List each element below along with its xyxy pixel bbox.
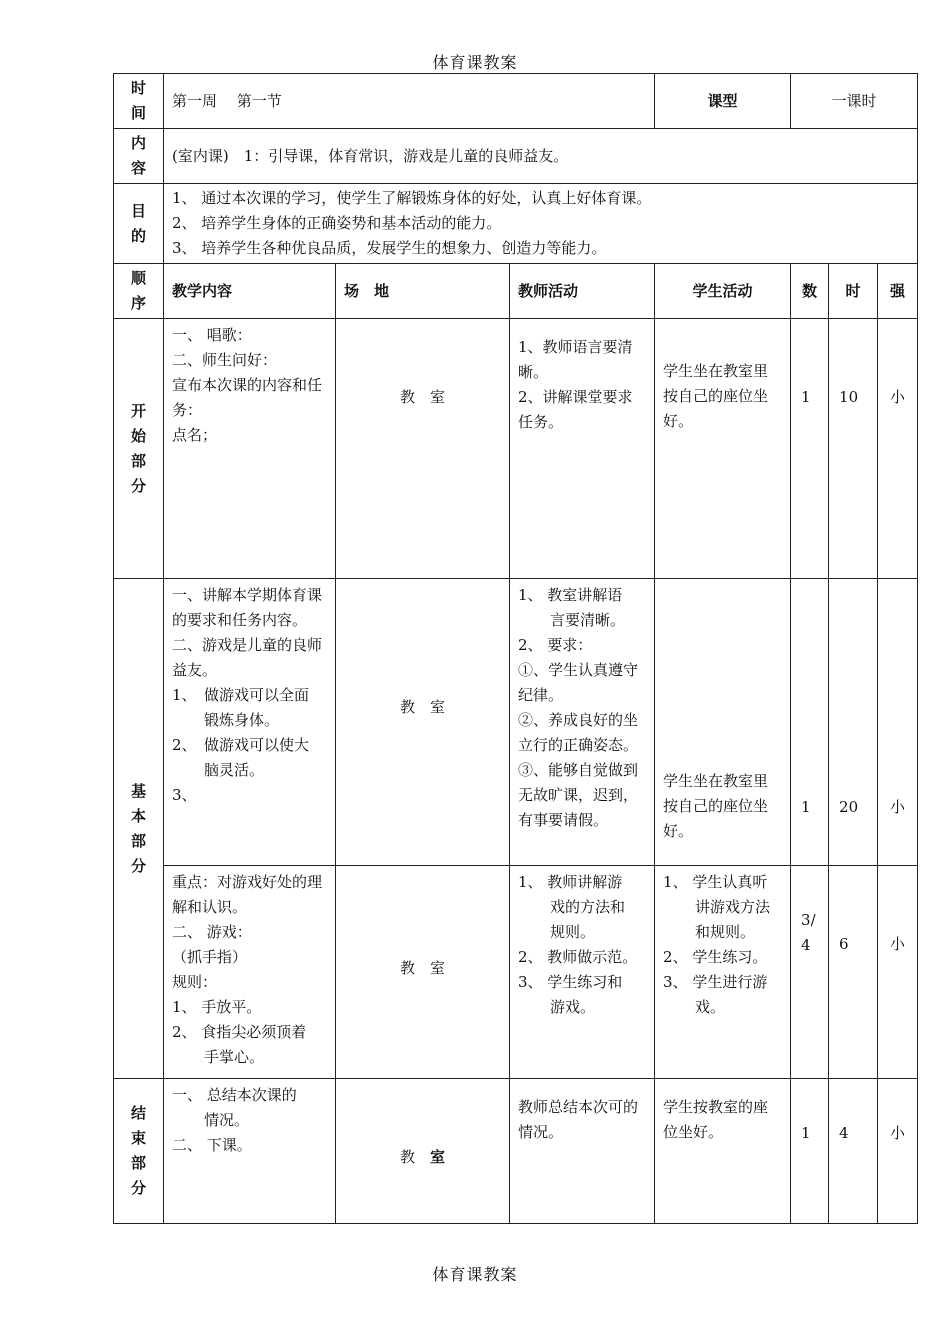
content-row — [114, 129, 918, 184]
time-label: 时间 — [114, 74, 164, 129]
basic-student-2: 1、 学生认真听 讲游戏方法 和规则。 2、 学生练习。 3、 学生进行游 戏。 — [655, 866, 791, 1079]
basic-place-1: 教 室 — [336, 579, 510, 866]
start-place: 教 室 — [336, 319, 510, 579]
col-teacher: 教师活动 — [510, 264, 655, 319]
goal-row — [114, 184, 918, 264]
basic-section-row-1 — [114, 579, 918, 866]
start-count: 1 — [791, 319, 829, 579]
goal-label: 目的 — [114, 184, 164, 264]
goal-item: 1、 通过本次课的学习，使学生了解锻炼身体的好处，认真上好体育课。 — [172, 189, 652, 207]
end-section-label: 结束部分 — [114, 1079, 164, 1224]
end-intensity: 小 — [878, 1079, 918, 1224]
col-student: 学生活动 — [655, 264, 791, 319]
basic-time-2: 6 — [829, 866, 878, 1079]
lesson-plan-table — [113, 73, 918, 1224]
basic-section-row-2 — [114, 866, 918, 1079]
basic-student-1: 学生坐在教室里按自己的座位坐好。 — [655, 579, 791, 866]
page-footer: 体育课教案 — [432, 1265, 518, 1284]
start-student: 学生坐在教室里按自己的座位坐好。 — [655, 319, 791, 579]
col-content: 教学内容 — [164, 264, 336, 319]
goal-item: 3、 培养学生各种优良品质，发展学生的想象力、创造力等能力。 — [172, 239, 607, 257]
col-count: 数 — [791, 264, 829, 319]
end-count: 1 — [791, 1079, 829, 1224]
time-value: 第一周 第一节 — [164, 74, 655, 129]
basic-teacher-2: 1、 教师讲解游 戏的方法和 规则。 2、 教师做示范。 3、 学生练习和 游戏。 — [510, 866, 655, 1079]
goal-list — [164, 184, 918, 264]
basic-content-1: 一、讲解本学期体育课的要求和任务内容。 二、游戏是儿童的良师益友。 1、 做游戏可以全面 锻炼身体。 2、 做游戏可以使大 脑灵活。 3、 — [164, 579, 336, 866]
basic-count-2: 3/4 — [791, 866, 829, 1079]
basic-count-1: 1 — [791, 579, 829, 866]
col-place: 场 地 — [336, 264, 510, 319]
start-content: 一、 唱歌： 二、师生问好： 宣布本次课的内容和任务： 点名； — [164, 319, 336, 579]
basic-content-2: 重点：对游戏好处的理解和认识。 二、 游戏： （抓手指） 规则： 1、 手放平。 2、 食指尖必须顶着 手掌心。 — [164, 866, 336, 1079]
content-value: (室内课) 1：引导课，体育常识，游戏是儿童的良师益友。 — [164, 129, 918, 184]
basic-intensity-1: 小 — [878, 579, 918, 866]
end-place: 教 室 — [336, 1079, 510, 1224]
basic-time-1: 20 — [829, 579, 878, 866]
start-section-label: 开始部分 — [114, 319, 164, 579]
col-intensity: 强 — [878, 264, 918, 319]
basic-section-label: 基本部分 — [114, 579, 164, 1079]
start-teacher: 1、教师语言要清晰。 2、讲解课堂要求任务。 — [510, 319, 655, 579]
type-value: 一课时 — [791, 74, 918, 129]
end-section-row — [114, 1079, 918, 1224]
page-title: 体育课教案 — [432, 53, 518, 72]
column-header-row — [114, 264, 918, 319]
start-intensity: 小 — [878, 319, 918, 579]
start-time: 10 — [829, 319, 878, 579]
goal-item: 2、 培养学生身体的正确姿势和基本活动的能力。 — [172, 214, 502, 232]
end-content: 一、 总结本次课的 情况。 二、 下课。 — [164, 1079, 336, 1224]
col-time: 时 — [829, 264, 878, 319]
time-row — [114, 74, 918, 129]
end-teacher: 教师总结本次可的情况。 — [510, 1079, 655, 1224]
type-label: 课型 — [655, 74, 791, 129]
end-student: 学生按教室的座位坐好。 — [655, 1079, 791, 1224]
content-label: 内容 — [114, 129, 164, 184]
start-section-row — [114, 319, 918, 579]
col-order: 顺序 — [114, 264, 164, 319]
basic-intensity-2: 小 — [878, 866, 918, 1079]
end-time: 4 — [829, 1079, 878, 1224]
basic-place-2: 教 室 — [336, 866, 510, 1079]
basic-teacher-1: 1、 教室讲解语 言要清晰。 2、 要求： ①、学生认真遵守纪律。 ②、养成良好的坐立行的正确姿态。 ③、能够自觉做到无故旷课，迟到，有事要请假。 — [510, 579, 655, 866]
